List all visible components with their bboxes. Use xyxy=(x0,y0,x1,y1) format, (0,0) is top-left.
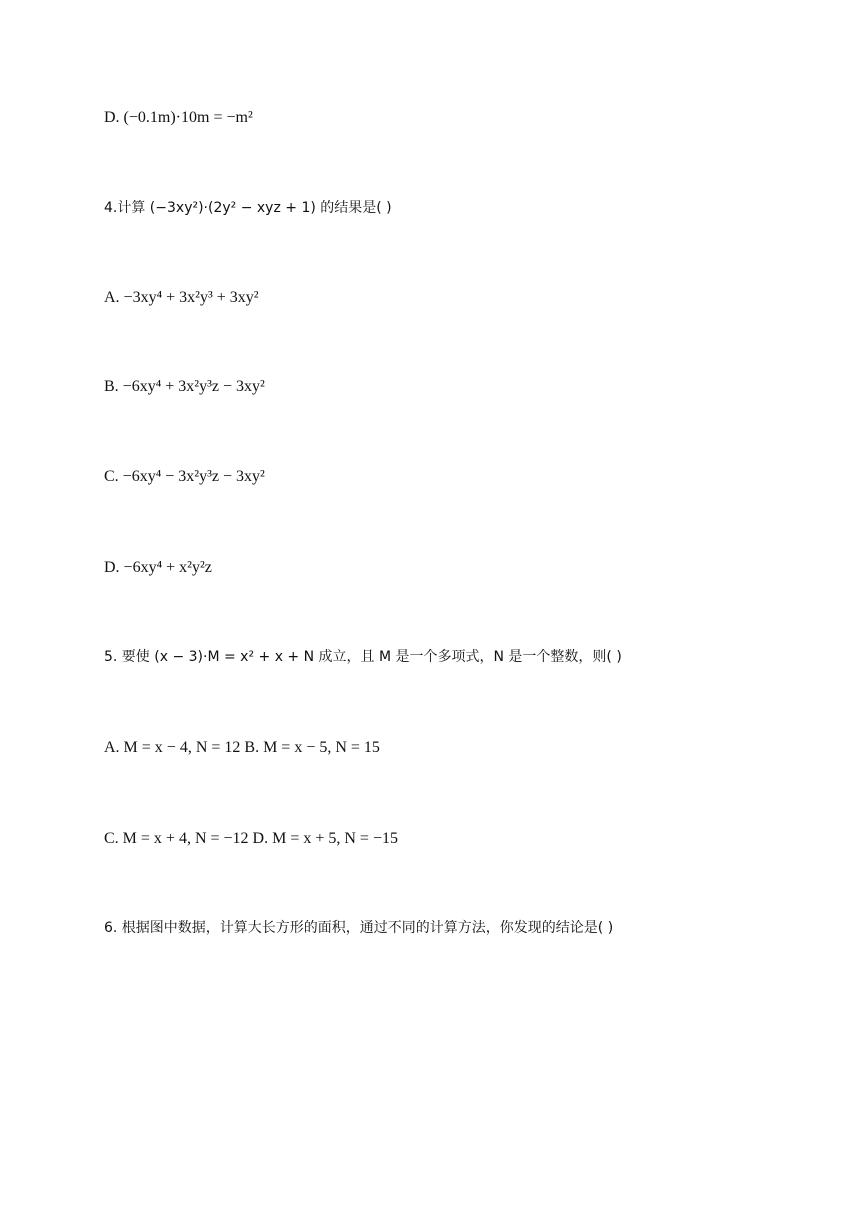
question-6-stem: 6. 根据图中数据，计算大长方形的面积，通过不同的计算方法，你发现的结论是( ) xyxy=(104,920,614,936)
question-4-option-c: C. −6xy⁴ − 3x²y³z − 3xy² xyxy=(104,468,265,485)
question-5-stem: 5. 要使 (x − 3)·M = x² + x + N 成立，且 M 是一个多项式，N 是一个整数，则( ) xyxy=(104,649,622,665)
question-3-option-d: D. (−0.1m)·10m = −m² xyxy=(104,109,253,126)
question-5-options-row-2: C. M = x + 4, N = −12 D. M = x + 5, N = −15 xyxy=(104,830,398,847)
question-4-stem: 4.计算 (−3xy²)·(2y² − xyz + 1) 的结果是( ) xyxy=(104,200,392,216)
question-4-option-b: B. −6xy⁴ + 3x²y³z − 3xy² xyxy=(104,378,265,395)
question-4-option-a: A. −3xy⁴ + 3x²y³ + 3xy² xyxy=(104,289,259,306)
question-4-option-d: D. −6xy⁴ + x²y²z xyxy=(104,559,212,576)
question-5-options-row-1: A. M = x − 4, N = 12 B. M = x − 5, N = 15 xyxy=(104,739,380,756)
